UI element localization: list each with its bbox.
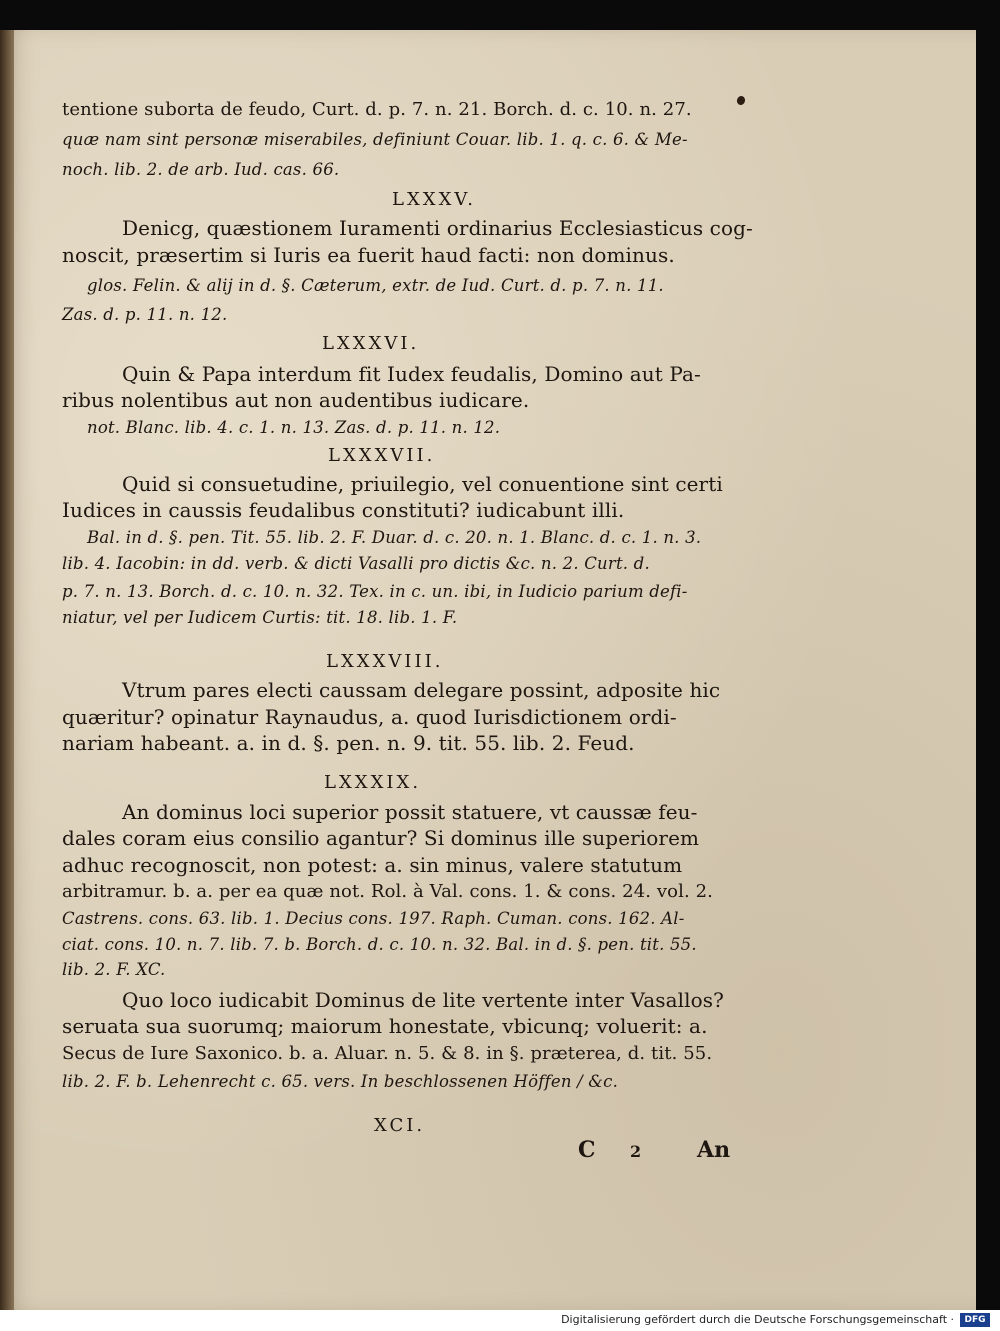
text-line: noscit, præsertim si Iuris ea fuerit haud facti: non dominus. — [62, 243, 675, 267]
text-line: Secus de Iure Saxonico. b. a. Aluar. n. 5. & 8. in §. præterea, d. tit. 55. — [62, 1043, 713, 1064]
catchword: An — [697, 1137, 731, 1163]
text-line: niatur, vel per Iudicem Curtis: tit. 18. lib. 1. F. — [62, 608, 458, 627]
text-line: lib. 2. F. b. Lehenrecht c. 65. vers. In beschlossenen Höffen / &c. — [62, 1072, 619, 1091]
page-gutter — [0, 30, 14, 1310]
section-number: XCI. — [374, 1115, 426, 1136]
text-line: Bal. in d. §. pen. Tit. 55. lib. 2. F. Duar. d. c. 20. n. 1. Blanc. d. c. 1. n. 3. — [87, 528, 702, 547]
text-line: quæ nam sint personæ miserabiles, definiunt Couar. lib. 1. q. c. 6. & Me- — [62, 130, 688, 149]
text-line: ribus nolentibus aut non audentibus iudicare. — [62, 388, 530, 412]
text-line: ciat. cons. 10. n. 7. lib. 7. b. Borch. d. c. 10. n. 32. Bal. in d. §. pen. tit. 55. — [62, 935, 697, 954]
section-number: LXXXVI. — [322, 333, 420, 354]
text-line: glos. Felin. & alij in d. §. Cæterum, extr. de Iud. Curt. d. p. 7. n. 11. — [87, 276, 664, 295]
text-line: Quid si consuetudine, priuilegio, vel conuentione sint certi — [122, 472, 723, 496]
section-number: LXXXVIII. — [326, 651, 444, 672]
text-line: arbitramur. b. a. per ea quæ not. Rol. à Val. cons. 1. & cons. 24. vol. 2. — [62, 881, 713, 902]
text-line: Denicg, quæstionem Iuramenti ordinarius Ecclesiasticus cog- — [122, 216, 753, 240]
text-line: Quo loco iudicabit Dominus de lite vertente inter Vasallos? — [122, 988, 724, 1012]
text-line: Zas. d. p. 11. n. 12. — [62, 305, 228, 324]
text-line: Castrens. cons. 63. lib. 1. Decius cons. 197. Raph. Cuman. cons. 162. Al- — [62, 909, 685, 928]
text-line: adhuc recognoscit, non potest: a. sin minus, valere statutum — [62, 853, 683, 877]
text-line: Iudices in caussis feudalibus constituti? iudicabunt illi. — [62, 498, 625, 522]
text-line: lib. 2. F. XC. — [62, 960, 166, 979]
dfg-logo-icon: DFG — [960, 1313, 990, 1327]
section-number: LXXXVII. — [328, 445, 436, 466]
footer-bar — [0, 1310, 1000, 1331]
ink-mark — [736, 95, 747, 106]
section-number: LXXXV. — [392, 189, 476, 210]
text-line: p. 7. n. 13. Borch. d. c. 10. n. 32. Tex. in c. un. ibi, in Iudicio parium defi- — [62, 582, 688, 601]
footer-credit: Digitalisierung gefördert durch die Deutsche Forschungsgemeinschaft · — [561, 1313, 954, 1326]
signature-mark: C — [578, 1137, 596, 1163]
text-line: seruata sua suorumq; maiorum honestate, vbicunq; voluerit: a. — [62, 1014, 708, 1038]
text-line: lib. 4. Iacobin: in dd. verb. & dicti Vasalli pro dictis &c. n. 2. Curt. d. — [62, 554, 650, 573]
text-line: quæritur? opinatur Raynaudus, a. quod Iurisdictionem ordi- — [62, 705, 677, 729]
signature-number: 2 — [630, 1142, 642, 1161]
text-line: Vtrum pares electi caussam delegare possint, adposite hic — [122, 678, 721, 702]
text-line: nariam habeant. a. in d. §. pen. n. 9. tit. 55. lib. 2. Feud. — [62, 731, 635, 755]
text-line: An dominus loci superior possit statuere, vt caussæ feu- — [122, 800, 698, 824]
text-line: dales coram eius consilio agantur? Si dominus ille superiorem — [62, 826, 700, 850]
section-number: LXXXIX. — [324, 772, 422, 793]
text-line: tentione suborta de feudo, Curt. d. p. 7. n. 21. Borch. d. c. 10. n. 27. — [62, 99, 692, 120]
text-line: noch. lib. 2. de arb. Iud. cas. 66. — [62, 160, 340, 179]
text-line: Quin & Papa interdum fit Iudex feudalis, Domino aut Pa- — [122, 362, 701, 386]
text-line: not. Blanc. lib. 4. c. 1. n. 13. Zas. d. p. 11. n. 12. — [87, 418, 501, 437]
